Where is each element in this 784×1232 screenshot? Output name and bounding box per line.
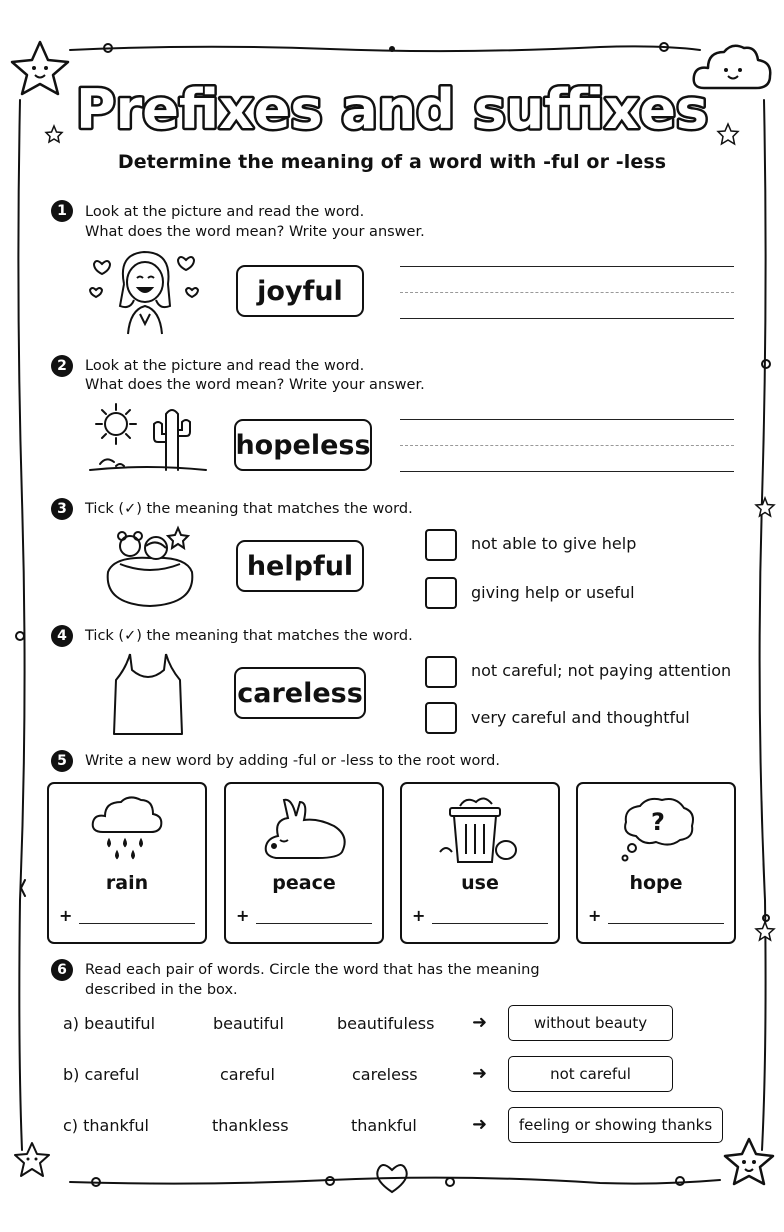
word-choice[interactable]: thankful (351, 1116, 417, 1135)
arrow-icon: ➜ (472, 1012, 488, 1033)
plus-sign: + (412, 906, 426, 925)
page-subtitle: Determine the meaning of a word with -ful or -less (117, 151, 667, 173)
root-word: rain (105, 872, 149, 894)
happy-girl-icon (88, 244, 204, 336)
thought-bubble-icon (618, 794, 698, 866)
answer-line[interactable] (400, 318, 734, 319)
question-number: 2 (51, 355, 73, 377)
answer-line[interactable] (256, 923, 372, 924)
answer-line[interactable] (432, 923, 548, 924)
sun-cactus-desert-icon (86, 398, 210, 478)
instruction: Tick (✓) the meaning that matches the word. (85, 628, 413, 644)
option-checkbox[interactable] (425, 656, 457, 688)
star-face-icon (722, 1136, 776, 1188)
answer-line[interactable] (79, 923, 195, 924)
question-number: 4 (51, 625, 73, 647)
row-label: c) thankful (63, 1116, 149, 1135)
plus-sign: + (236, 906, 250, 925)
svg-text:?: ? (651, 808, 665, 836)
instruction: Look at the picture and read the word. (85, 358, 365, 374)
vocab-word-box: hopeless (234, 419, 372, 471)
svg-text:Prefixes and suffixes: Prefixes and suffixes (76, 78, 708, 141)
plus-sign: + (59, 906, 73, 925)
meaning-box: feeling or showing thanks (508, 1107, 723, 1143)
question-number: 5 (51, 750, 73, 772)
sleeping-rabbit-icon (258, 796, 350, 862)
root-word-card (224, 782, 384, 944)
instruction: Look at the picture and read the word. (85, 204, 365, 220)
page-title (0, 70, 784, 150)
root-word: peace (272, 872, 336, 894)
answer-line[interactable] (400, 419, 734, 420)
arrow-icon: ➜ (472, 1114, 488, 1135)
answer-line[interactable] (400, 471, 734, 472)
small-star-icon (754, 496, 776, 518)
word-choice[interactable]: thankless (212, 1116, 289, 1135)
root-word: use (461, 872, 499, 894)
instruction: Read each pair of words. Circle the word that has the meaning (85, 962, 540, 978)
tank-top-icon (108, 650, 188, 738)
vocab-word-box: joyful (236, 265, 364, 317)
question-number: 6 (51, 959, 73, 981)
arrow-icon: ➜ (472, 1063, 488, 1084)
question-number: 1 (51, 200, 73, 222)
option-text: giving help or useful (471, 583, 635, 602)
word-choice[interactable]: beautiful (213, 1014, 284, 1033)
meaning-box: not careful (508, 1056, 673, 1092)
answer-guide-line (400, 445, 734, 446)
word-choice[interactable]: beautifuless (337, 1014, 435, 1033)
instruction: Tick (✓) the meaning that matches the word. (85, 501, 413, 517)
option-checkbox[interactable] (425, 702, 457, 734)
row-label: b) careful (63, 1065, 140, 1084)
vocab-word-box: careless (234, 667, 366, 719)
toy-sack-icon (100, 524, 200, 610)
root-word: hope (629, 872, 683, 894)
row-label: a) beautiful (63, 1014, 156, 1033)
option-checkbox[interactable] (425, 529, 457, 561)
option-text: very careful and thoughtful (471, 708, 690, 727)
meaning-box: without beauty (508, 1005, 673, 1041)
instruction: described in the box. (85, 982, 238, 998)
instruction: What does the word mean? Write your answer. (85, 377, 425, 393)
option-checkbox[interactable] (425, 577, 457, 609)
root-word-card (400, 782, 560, 944)
trash-can-icon (436, 792, 524, 864)
instruction: Write a new word by adding -ful or -less to the root word. (85, 753, 500, 769)
plus-sign: + (588, 906, 602, 925)
option-text: not careful; not paying attention (471, 661, 732, 680)
instruction: What does the word mean? Write your answer. (85, 224, 425, 240)
small-star-icon (754, 920, 776, 942)
star-face-icon (12, 1140, 52, 1180)
root-word-card (47, 782, 207, 944)
answer-line[interactable] (400, 266, 734, 267)
rain-cloud-icon (89, 794, 165, 864)
option-text: not able to give help (471, 534, 637, 553)
word-choice[interactable]: careful (220, 1065, 275, 1084)
root-word-card (576, 782, 736, 944)
answer-line[interactable] (608, 923, 724, 924)
question-number: 3 (51, 498, 73, 520)
vocab-word-box: helpful (236, 540, 364, 592)
answer-guide-line (400, 292, 734, 293)
word-choice[interactable]: careless (352, 1065, 418, 1084)
